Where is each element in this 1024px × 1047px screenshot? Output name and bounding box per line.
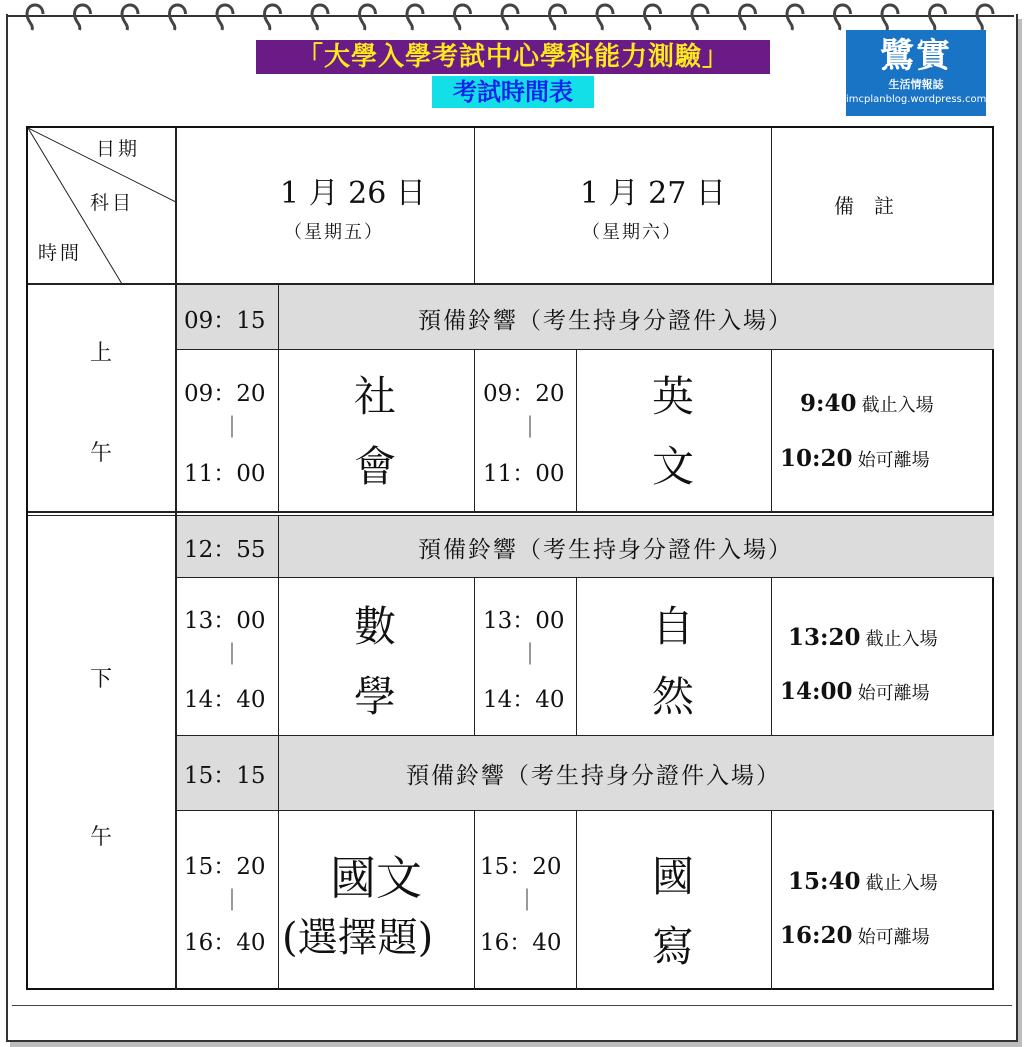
- note-leave: [780, 445, 930, 472]
- note-leave-time: 14:00: [780, 678, 853, 705]
- note-leave: [780, 922, 930, 949]
- spiral-ring-icon: [930, 5, 946, 30]
- session-end-time: 11：00: [483, 461, 565, 487]
- bell-time: 15：15: [184, 763, 266, 789]
- subject-line: (選擇題): [282, 915, 434, 961]
- table-rule: [771, 128, 772, 285]
- spiral-ring-icon: [122, 5, 138, 30]
- spiral-ring-icon: [882, 5, 898, 30]
- time-dash: ｜: [221, 643, 244, 668]
- table-rule: [278, 577, 279, 735]
- period-am-1: 上: [90, 341, 113, 366]
- table-rule: [576, 810, 577, 990]
- table-rule: [771, 810, 772, 990]
- session-end-time: 14：40: [184, 687, 266, 713]
- exam-schedule-table: [26, 126, 994, 990]
- table-rule: [278, 285, 279, 349]
- subject-line: 寫: [652, 922, 695, 971]
- spiral-ring-icon: [360, 5, 376, 30]
- bell-time: 12：55: [184, 537, 266, 563]
- note-leave: [780, 678, 930, 705]
- page-subtitle: 考試時間表: [432, 76, 594, 108]
- table-rule: [771, 349, 772, 511]
- table-rule: [474, 810, 475, 990]
- session-start-time: 09：20: [483, 381, 565, 407]
- subject-line: 文: [652, 442, 695, 491]
- period-am-2: 午: [90, 441, 113, 466]
- subject-line: 數: [354, 602, 397, 651]
- period-pm-2: 午: [90, 825, 113, 850]
- day1-date: 1 月 26 日: [280, 176, 426, 211]
- spiral-ring-icon: [787, 5, 803, 30]
- subject-line: 學: [354, 672, 397, 721]
- note-leave-text: 始可離場: [857, 927, 930, 948]
- bell-text: 預備鈴響（考生持身分證件入場）: [418, 308, 793, 334]
- time-dash: ｜: [221, 889, 244, 914]
- table-rule: [474, 128, 475, 285]
- note-late-time: 9:40: [800, 390, 857, 417]
- time-dash: ｜: [519, 643, 542, 668]
- time-dash: ｜: [519, 416, 542, 441]
- bell-text: 預備鈴響（考生持身分證件入場）: [406, 763, 781, 789]
- spiral-ring-icon: [692, 5, 708, 30]
- subject-line: 會: [354, 442, 397, 491]
- spiral-ring-icon: [977, 5, 993, 30]
- time-dash: ｜: [221, 416, 244, 441]
- spiral-ring-icon: [455, 5, 471, 30]
- note-late-entry: [788, 624, 938, 651]
- logo-url: imcplanblog.wordpress.com: [846, 94, 987, 105]
- spiral-ring-icon: [27, 5, 43, 30]
- table-rule: [278, 515, 279, 577]
- spiral-binding-icon: [0, 0, 1024, 34]
- session-start-time: 09：20: [184, 381, 266, 407]
- note-late-entry: [800, 390, 934, 417]
- day2-weekday: （星期六）: [582, 222, 682, 243]
- table-rule: [28, 515, 994, 516]
- page-title: 「大學入學考試中心學科能力測驗」: [256, 40, 770, 74]
- note-leave-text: 始可離場: [857, 450, 930, 471]
- note-late-text: 截止入場: [861, 395, 934, 416]
- corner-time-label: 時間: [38, 242, 83, 264]
- day2-date: 1 月 27 日: [580, 176, 726, 211]
- day1-weekday: （星期五）: [284, 222, 384, 243]
- note-late-text: 截止入場: [865, 629, 938, 650]
- table-rule: [176, 735, 994, 736]
- period-pm-1: 下: [90, 667, 113, 692]
- table-rule: [771, 577, 772, 735]
- session-start-time: 13：00: [184, 608, 266, 634]
- table-rule: [474, 577, 475, 735]
- table-rule: [176, 577, 994, 578]
- spiral-ring-icon: [265, 5, 281, 30]
- session-start-time: 15：20: [184, 854, 266, 880]
- session-end-time: 16：40: [184, 930, 266, 956]
- corner-date-label: 日期: [96, 138, 141, 160]
- note-leave-text: 始可離場: [857, 683, 930, 704]
- subject-line: 國文: [330, 851, 422, 905]
- subject-line: 然: [652, 672, 695, 721]
- table-rule: [28, 511, 994, 513]
- note-late-entry: [788, 868, 938, 895]
- bell-time: 09：15: [184, 308, 266, 334]
- spiral-ring-icon: [740, 5, 756, 30]
- logo-brand: 鷺實: [880, 36, 952, 76]
- session-end-time: 16：40: [480, 930, 562, 956]
- logo-tagline: 生活情報誌: [888, 78, 944, 91]
- spiral-ring-icon: [75, 5, 91, 30]
- spiral-ring-icon: [217, 5, 233, 30]
- table-rule: [278, 735, 279, 810]
- note-leave-time: 16:20: [780, 922, 853, 949]
- session-start-time: 13：00: [483, 608, 565, 634]
- subject-line: 英: [652, 372, 695, 421]
- spiral-ring-icon: [170, 5, 186, 30]
- table-rule: [176, 810, 994, 811]
- table-rule: [176, 349, 994, 350]
- spiral-ring-icon: [597, 5, 613, 30]
- note-late-time: 15:40: [788, 868, 861, 895]
- logo: [846, 30, 986, 116]
- note-leave-time: 10:20: [780, 445, 853, 472]
- subject-line: 國: [652, 852, 695, 901]
- notes-header: 備 註: [834, 194, 894, 218]
- corner-subject-label: 科目: [90, 192, 135, 214]
- session-end-time: 11：00: [184, 461, 266, 487]
- spiral-ring-icon: [835, 5, 851, 30]
- table-rule: [576, 577, 577, 735]
- time-dash: ｜: [516, 889, 539, 914]
- session-start-time: 15：20: [480, 854, 562, 880]
- spiral-ring-icon: [502, 5, 518, 30]
- subject-line: 自: [652, 602, 695, 651]
- note-late-time: 13:20: [788, 624, 861, 651]
- page-bottom-rule: [12, 1005, 1012, 1006]
- spiral-ring-icon: [645, 5, 661, 30]
- session-end-time: 14：40: [483, 687, 565, 713]
- subject-line: 社: [354, 372, 397, 421]
- table-rule: [278, 349, 279, 511]
- table-rule: [474, 349, 475, 511]
- bell-text: 預備鈴響（考生持身分證件入場）: [418, 537, 793, 563]
- table-rule: [576, 349, 577, 511]
- spiral-ring-icon: [550, 5, 566, 30]
- note-late-text: 截止入場: [865, 873, 938, 894]
- spiral-ring-icon: [407, 5, 423, 30]
- spiral-ring-icon: [312, 5, 328, 30]
- table-rule: [278, 810, 279, 990]
